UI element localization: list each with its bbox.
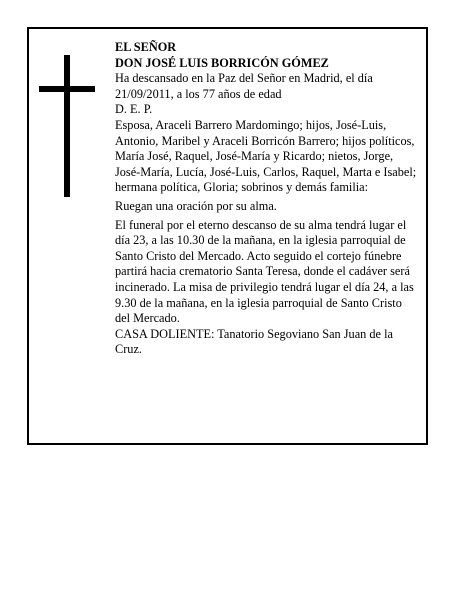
dep-text: D. E. P. — [115, 102, 153, 117]
cross-horizontal-bar — [39, 86, 95, 92]
mourning-house: CASA DOLIENTE: Tanatorio Segoviano San Juan de la Cruz. — [115, 326, 393, 357]
prayer-request: Ruegan una oración por su alma. — [115, 198, 277, 213]
funeral-details: El funeral por el eterno descanso de su alma tendrá lugar el día 23, a las 10.30 de la mañana, en la iglesia parroquial de Santo Cristo del Mercado. Acto seguido el cortejo fúnebre partirá hacia crematorio Santa Teresa, donde el cadáver será incinerado. La misa de privilegio tendrá lugar el día 24, a las 9.30 de la mañana, en la iglesia parroquial de Santo Cristo del Mercado. — [115, 217, 414, 326]
deceased-name: DON JOSÉ LUIS BORRICÓN GÓMEZ — [115, 55, 329, 70]
cross-icon — [39, 55, 95, 197]
family-list: Esposa, Araceli Barrero Mardomingo; hijos, José-Luis, Antonio, Maribel y Araceli Borricón Barrero; hijos políticos, María José, Raquel, José-María y Ricardo; nietos, Jorge, José-María, Lucía, José-Luis, Carlos, Raquel, Marta e Isabel; hermana política, Gloria; sobrinos y demás familia: — [115, 117, 417, 195]
death-details: Ha descansado en la Paz del Señor en Madrid, el día 21/09/2011, a los 77 años de edad — [115, 71, 373, 101]
notice-title: EL SEÑOR — [115, 40, 177, 54]
obituary-notice — [27, 27, 428, 445]
notice-text — [115, 40, 417, 358]
cross-vertical-bar — [64, 55, 70, 197]
